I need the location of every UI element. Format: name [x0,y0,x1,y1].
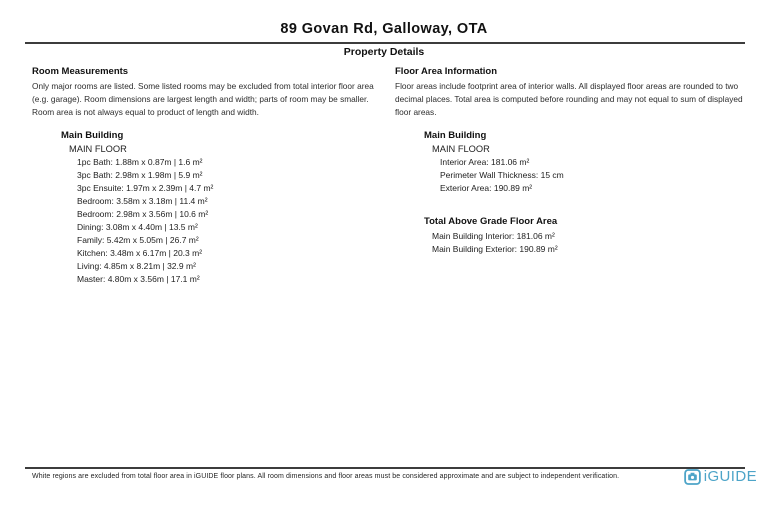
page-subtitle: Property Details [343,46,425,58]
header-divider [25,42,745,44]
total-above-grade-block [395,216,744,256]
floor-area-list [424,156,744,195]
room-measurement-line: Kitchen: 3.48m x 6.17m | 20.3 m² [77,248,203,258]
room-measurement-line: Dining: 3.08m x 4.40m | 13.5 m² [77,222,198,232]
room-measurement-line: Master: 4.80m x 3.56m | 17.1 m² [77,274,200,284]
total-above-grade-list [424,230,744,256]
building-name: Main Building [424,130,487,141]
floor-area-line: Interior Area: 181.06 m² [440,157,530,167]
floor-name: MAIN FLOOR [432,144,490,154]
room-measurement-line: Living: 4.85m x 8.21m | 32.9 m² [77,261,196,271]
total-area-line: Main Building Interior: 181.06 m² [432,231,555,241]
floor-name: MAIN FLOOR [69,144,127,154]
floor-area-heading: Floor Area Information [395,66,498,77]
room-measurement-line: 3pc Bath: 2.98m x 1.98m | 5.9 m² [77,170,203,180]
footer-disclaimer: White regions are excluded from total floor area in iGUIDE floor plans. All room dimensions and floor areas must be considered approximate and are subject to independent verification. [32,473,620,480]
room-measurements-heading: Room Measurements [32,66,129,77]
room-measurement-line: 3pc Ensuite: 1.97m x 2.39m | 4.7 m² [77,183,214,193]
room-measurement-line: Family: 5.42m x 5.05m | 26.7 m² [77,235,199,245]
total-above-grade-heading: Total Above Grade Floor Area [424,216,558,227]
total-area-line: Main Building Exterior: 190.89 m² [432,244,558,254]
main-building-areas-block [395,130,744,195]
page-title: 89 Govan Rd, Galloway, OTA [280,21,488,37]
floor-area-line: Exterior Area: 190.89 m² [440,183,533,193]
footer-divider [25,467,745,469]
room-list [61,156,377,286]
floor-area-description: Floor areas include footprint area of interior walls. All displayed floor areas are rounded to two decimal places. Total area is computed before rounding and may not equal to sum of displayed floor areas. [395,81,743,117]
room-measurements-description: Only major rooms are listed. Some listed rooms may be excluded from total interior floor area (e.g. garage). Room dimensions are largest length and width; parts of room may be smaller. Room area is not always equal to product of length and width. [32,81,374,117]
iguide-logo-text: iGUIDE [703,468,757,485]
room-measurement-line: 1pc Bath: 1.88m x 0.87m | 1.6 m² [77,157,203,167]
iguide-camera-icon [684,469,701,485]
floor-area-section [395,66,744,256]
main-building-rooms-block [32,130,377,286]
building-name: Main Building [61,130,124,141]
floor-area-line: Perimeter Wall Thickness: 15 cm [440,170,564,180]
room-measurements-section [32,66,377,286]
iguide-logo [684,469,757,485]
room-measurement-line: Bedroom: 2.98m x 3.56m | 10.6 m² [77,209,209,219]
room-measurement-line: Bedroom: 3.58m x 3.18m | 11.4 m² [77,196,208,206]
